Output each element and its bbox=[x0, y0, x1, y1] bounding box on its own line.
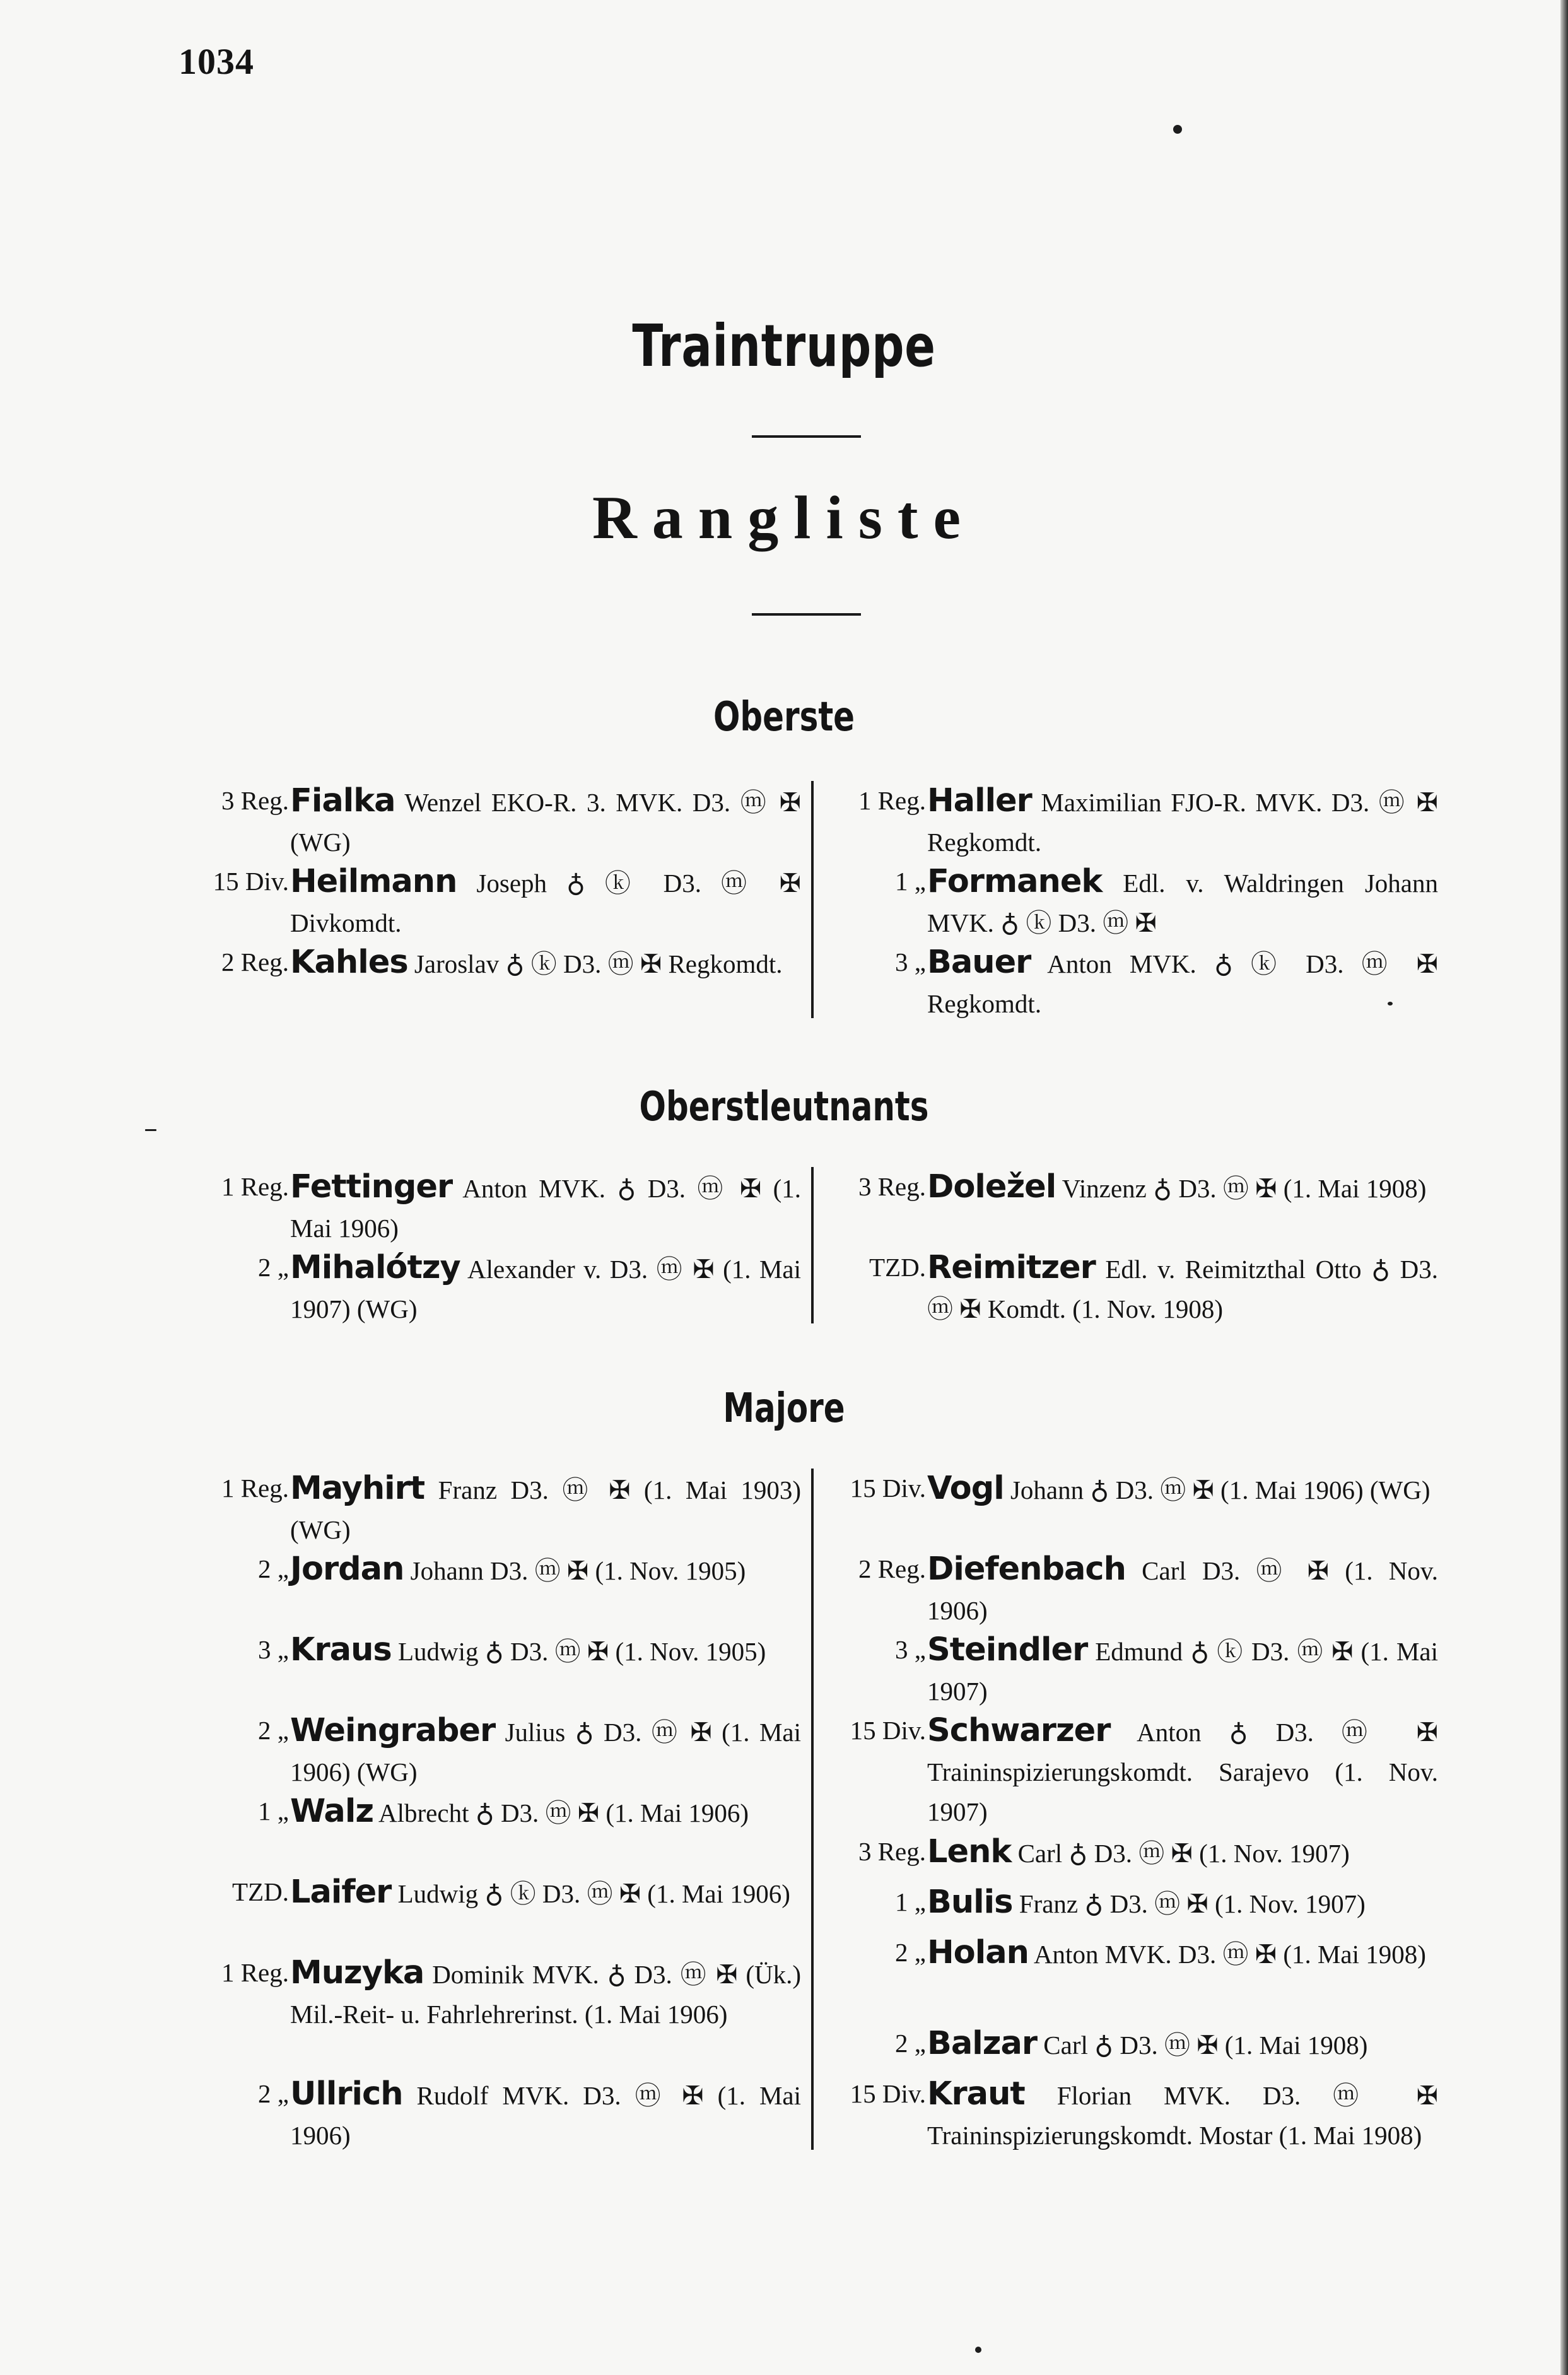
entry-surname: Bauer bbox=[927, 944, 1031, 981]
entry-surname: Holan bbox=[927, 1934, 1029, 1971]
entry-unit: TZD. bbox=[232, 1877, 289, 1906]
entry-unit: 1 „ bbox=[895, 1887, 926, 1916]
entry-details: Ludwig ♁ D3. ⓜ ✠ (1. Nov. 1905) bbox=[398, 1637, 766, 1666]
entry-surname: Lenk bbox=[927, 1833, 1012, 1870]
entry-surname: Haller bbox=[927, 782, 1032, 819]
entry-unit: 1 Reg. bbox=[221, 1172, 289, 1201]
entry-unit: 2 Reg. bbox=[858, 1554, 926, 1583]
entry-surname: Vogl bbox=[927, 1470, 1004, 1507]
section-oberstleutnants bbox=[177, 1167, 1444, 1323]
entry-unit: 1 Reg. bbox=[221, 1474, 289, 1503]
entry-surname: Fettinger bbox=[290, 1168, 453, 1205]
entry-unit: 3 „ bbox=[258, 1635, 289, 1664]
entry-details: Carl D3. ⓜ ✠ (1. Nov. 1906) bbox=[927, 1556, 1438, 1625]
entry-unit: 1 „ bbox=[258, 1797, 289, 1826]
entry-surname: Kraut bbox=[927, 2075, 1025, 2113]
entry-unit: 2 Reg. bbox=[221, 947, 289, 976]
entry-unit: 2 „ bbox=[258, 1253, 289, 1282]
entry-surname: Heilmann bbox=[290, 863, 457, 900]
entry-details: Albrecht ♁ D3. ⓜ ✠ (1. Mai 1906) bbox=[378, 1798, 749, 1827]
entry-surname: Mayhirt bbox=[290, 1470, 425, 1507]
entry-unit: 1 Reg. bbox=[221, 1958, 289, 1987]
entry-details: Anton MVK. D3. ⓜ ✠ (1. Mai 1908) bbox=[1033, 1940, 1426, 1969]
entry-details: Anton ♁ D3. ⓜ ✠ Traininspizierungskomdt. Sarajevo (1. Nov. 1907) bbox=[927, 1718, 1438, 1826]
entry-unit: 3 „ bbox=[895, 947, 926, 976]
entry-details: Rudolf MVK. D3. ⓜ ✠ (1. Mai 1906) bbox=[290, 2081, 801, 2150]
entry-unit: 15 Div. bbox=[850, 1474, 926, 1503]
entry-surname: Bulis bbox=[927, 1884, 1013, 1921]
entry-details: Florian MVK. D3. ⓜ ✠ Traininspizierungskomdt. Mostar (1. Mai 1908) bbox=[927, 2081, 1439, 2150]
entry-unit: 2 „ bbox=[895, 1938, 926, 1967]
entry-surname: Formanek bbox=[927, 863, 1103, 900]
scan-speck bbox=[1173, 125, 1182, 134]
entry-surname: Steindler bbox=[927, 1631, 1088, 1668]
scan-speck bbox=[975, 2347, 981, 2353]
entry-details: Edl. v. Reimitzthal Otto ♁ D3. ⓜ ✠ Komdt. (1. Nov. 1908) bbox=[927, 1255, 1439, 1323]
entry-unit: 2 „ bbox=[258, 1716, 289, 1745]
entry-unit: 2 „ bbox=[258, 1554, 289, 1583]
entry-unit: 3 Reg. bbox=[858, 1172, 926, 1201]
entry-unit: TZD. bbox=[869, 1253, 926, 1282]
entry-details: Edl. v. Waldringen Johann MVK. ♁ ⓚ D3. ⓜ ✠ bbox=[927, 869, 1439, 937]
entry-details: Johann ♁ D3. ⓜ ✠ (1. Mai 1906) (WG) bbox=[1010, 1475, 1431, 1504]
entry-details: Carl ♁ D3. ⓜ ✠ (1. Mai 1908) bbox=[1043, 2031, 1368, 2060]
entry-unit: 2 „ bbox=[895, 2029, 926, 2058]
entry-surname: Kahles bbox=[290, 944, 408, 981]
entry-unit: 3 „ bbox=[895, 1635, 926, 1664]
entry-unit: 3 Reg. bbox=[858, 1837, 926, 1866]
entry-surname: Laifer bbox=[290, 1874, 392, 1911]
page-title: Traintruppe bbox=[632, 312, 936, 380]
entry-unit: 1 Reg. bbox=[858, 786, 926, 815]
entry-details: Ludwig ♁ ⓚ D3. ⓜ ✠ (1. Mai 1906) bbox=[397, 1879, 790, 1908]
entry-details: Joseph ♁ ⓚ D3. ⓜ ✠ Divkomdt. bbox=[290, 869, 802, 937]
entry-details: Maximilian FJO-R. MVK. D3. ⓜ ✠ Regkomdt. bbox=[927, 788, 1439, 857]
entry-unit: 1 „ bbox=[895, 867, 926, 896]
section-heading-oberstleutnants: Oberstleutnants bbox=[639, 1084, 929, 1130]
entry-surname: Schwarzer bbox=[927, 1712, 1111, 1749]
entry-details: Jaroslav ♁ ⓚ D3. ⓜ ✠ Regkomdt. bbox=[414, 949, 783, 978]
entry-details: Anton MVK. ♁ D3. ⓜ ✠ (1. Mai 1906) bbox=[290, 1174, 801, 1243]
title-rule bbox=[752, 435, 861, 438]
page-edge-shadow bbox=[1560, 0, 1568, 2375]
entry-details: Vinzenz ♁ D3. ⓜ ✠ (1. Mai 1908) bbox=[1062, 1174, 1427, 1203]
entry-details: Franz D3. ⓜ ✠ (1. Mai 1903) (WG) bbox=[290, 1475, 802, 1544]
entry-details: Dominik MVK. ♁ D3. ⓜ ✠ (Ük.) Mil.-Reit- u. Fahrlehrerinst. (1. Mai 1906) bbox=[290, 1960, 801, 2029]
entry-surname: Reimitzer bbox=[927, 1249, 1096, 1286]
entry-surname: Fialka bbox=[290, 782, 395, 819]
entry-surname: Walz bbox=[290, 1793, 374, 1830]
page-subtitle: Rangliste bbox=[592, 484, 976, 552]
section-majore bbox=[177, 1469, 1444, 2150]
entry-details: Anton MVK. ♁ ⓚ D3. ⓜ ✠ Regkomdt. bbox=[927, 949, 1438, 1018]
scan-speck bbox=[145, 1129, 156, 1131]
scan-speck bbox=[1388, 1002, 1393, 1006]
subtitle-rule bbox=[752, 613, 861, 616]
entry-details: Franz ♁ D3. ⓜ ✠ (1. Nov. 1907) bbox=[1019, 1889, 1366, 1918]
entry-details: Wenzel EKO-R. 3. MVK. D3. ⓜ ✠ (WG) bbox=[290, 788, 801, 857]
entry-unit: 15 Div. bbox=[850, 1716, 926, 1745]
entry-surname: Doležel bbox=[927, 1168, 1056, 1205]
entry-details: Johann D3. ⓜ ✠ (1. Nov. 1905) bbox=[410, 1556, 746, 1585]
entry-surname: Diefenbach bbox=[927, 1551, 1126, 1588]
entry-surname: Ullrich bbox=[290, 2075, 403, 2113]
entry-unit: 2 „ bbox=[258, 2079, 289, 2108]
page-number: 1034 bbox=[178, 41, 254, 82]
entry-surname: Jordan bbox=[290, 1551, 404, 1588]
entry-unit: 3 Reg. bbox=[221, 786, 289, 815]
entry-details: Edmund ♁ ⓚ D3. ⓜ ✠ (1. Mai 1907) bbox=[927, 1637, 1438, 1706]
entry-details: Alexander v. D3. ⓜ ✠ (1. Mai 1907) (WG) bbox=[290, 1255, 801, 1323]
entry-unit: 15 Div. bbox=[850, 2079, 926, 2108]
section-oberste bbox=[177, 781, 1444, 1018]
entry-details: Carl ♁ D3. ⓜ ✠ (1. Nov. 1907) bbox=[1017, 1839, 1350, 1868]
entry-surname: Weingraber bbox=[290, 1712, 496, 1749]
entry-surname: Mihalótzy bbox=[290, 1249, 460, 1286]
entry-surname: Muzyka bbox=[290, 1954, 424, 1991]
entry-unit: 15 Div. bbox=[213, 867, 289, 896]
entry-surname: Kraus bbox=[290, 1631, 392, 1668]
entry-details: Julius ♁ D3. ⓜ ✠ (1. Mai 1906) (WG) bbox=[290, 1718, 802, 1786]
section-heading-majore: Majore bbox=[723, 1385, 845, 1432]
section-heading-oberste: Oberste bbox=[713, 694, 855, 741]
entry-surname: Balzar bbox=[927, 2025, 1038, 2062]
